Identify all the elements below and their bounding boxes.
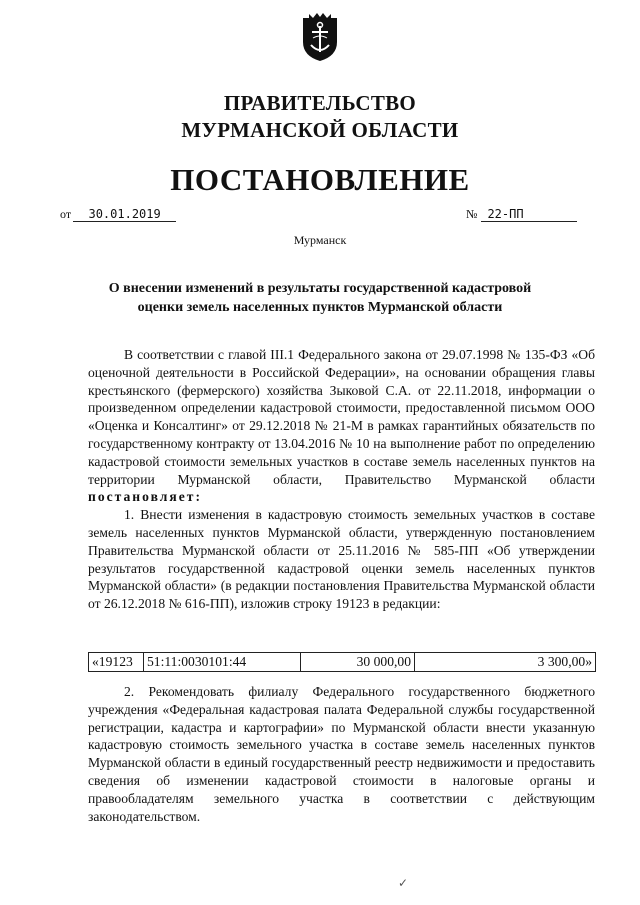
area-cell: 30 000,00 (301, 653, 415, 671)
preamble-paragraph (88, 346, 595, 506)
subject-line2: оценки земель населенных пунктов Мурманской области (137, 300, 503, 315)
document-body (88, 346, 595, 613)
cadastral-table-row (88, 652, 596, 672)
check-mark: ✓ (398, 876, 409, 890)
government-line2: МУРМАНСКОЙ ОБЛАСТИ (181, 118, 459, 142)
resolves-word: постановляет: (88, 489, 202, 505)
document-body-continued (88, 683, 595, 825)
subject-line1: О внесении изменений в результаты государственной кадастровой (108, 281, 532, 296)
city-name: Мурманск (293, 233, 347, 247)
point-2-paragraph: 2. Рекомендовать филиалу Федерального государственного бюджетного учреждения «Федеральная кадастровая палата Федеральной службы государственной регистрации, кадастра и картографии» по Мурманской области внести указанную кадастровую стоимость земельного участка в составе земель населенных пунктов Мурманской области в единый государственный реестр недвижимости и предоставить сведения об изменении кадастровой стоимости в налоговые органы и правообладателям земельного участка в соответствии с действующим законодательством. (88, 684, 595, 824)
cadastral-number-cell: 51:11:0030101:44 (144, 653, 301, 671)
document-subject (80, 279, 560, 317)
document-type-title: ПОСТАНОВЛЕНИЕ (170, 162, 470, 197)
preamble-text: В соответствии с главой III.1 Федерального закона от 29.07.1998 № 135-ФЗ «Об оценочной деятельности в Российской Федерации», на основании обращения главы крестьянского (фермерского) хозяйства Зыковой С.А. от 22.11.2018, информации о произведенном определении кадастровой стоимости, предоставленной письмом ООО «Оценка и Консалтинг» от 29.12.2018 № 21-М в рамках гарантийных обязательств по государственному контракту от 13.04.2016 № 10 на выполнение работ по определению кадастровой стоимости земельных участков в составе земель населенных пунктов на территории Мурманской области, Правительство Мурманской области (88, 347, 595, 487)
document-date (60, 207, 176, 222)
number-value: 22-ПП (481, 207, 577, 222)
government-line1: ПРАВИТЕЛЬСТВО (223, 91, 417, 115)
government-name (0, 90, 640, 144)
date-value: 30.01.2019 (73, 207, 176, 222)
murmansk-coat-of-arms-icon (301, 12, 339, 62)
row-number-cell: «19123 (89, 653, 144, 671)
point-1-paragraph: 1. Внести изменения в кадастровую стоимость земельных участков в составе земель населенных пунктов Мурманской области, утвержденную постановлением Правительства Мурманской области от 25.11.2016 № 585-ПП «Об утверждении результатов государственной кадастровой оценки земель населенных пунктов Мурманской области» (в редакции постановления Правительства Мурманской области от 26.12.2018 № 616-ПП), изложив строку 19123 в редакции: (88, 507, 595, 612)
date-prefix: от (60, 207, 72, 221)
number-prefix: № (466, 207, 478, 221)
cadastral-value-cell: 3 300,00» (537, 654, 592, 669)
document-number (466, 207, 577, 222)
